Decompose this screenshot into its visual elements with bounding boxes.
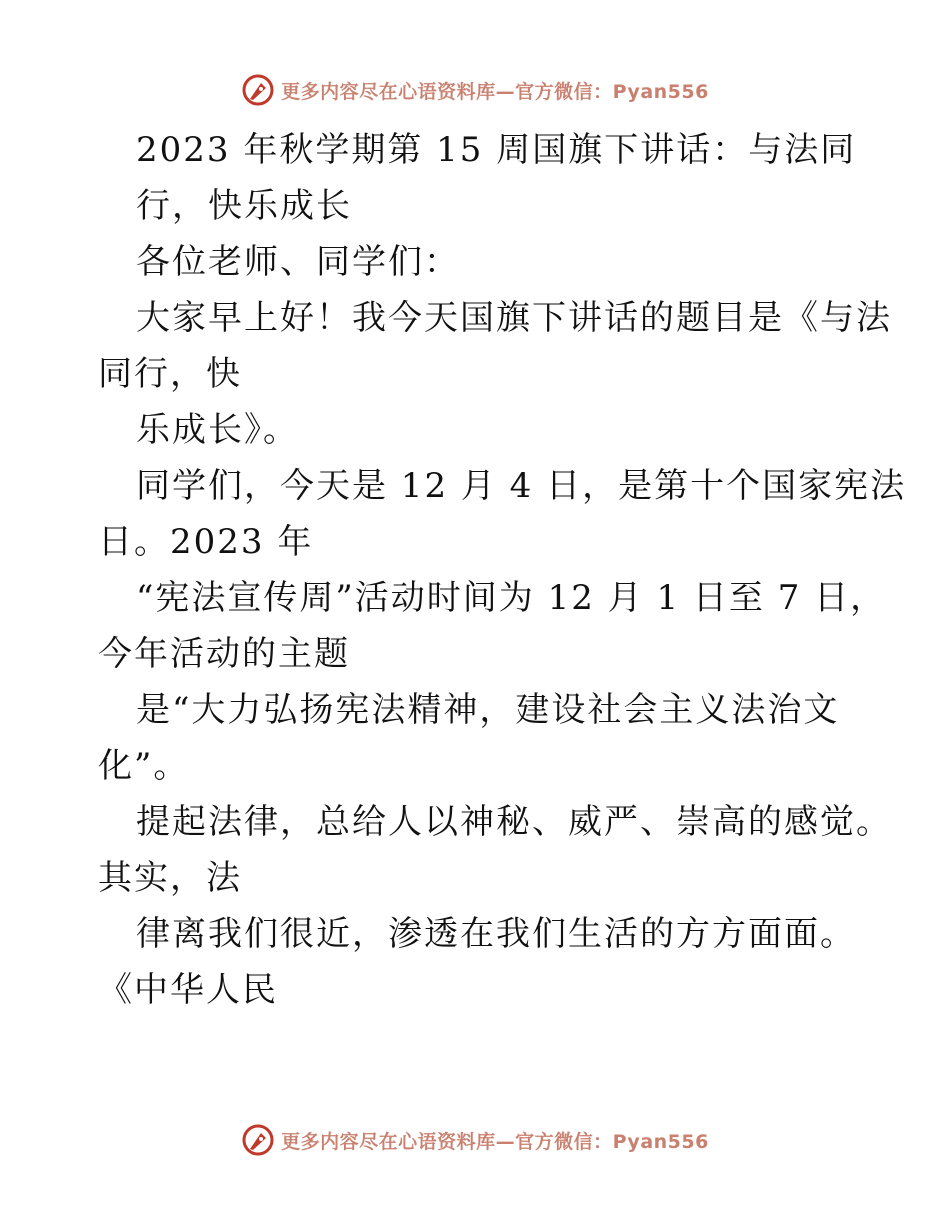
paragraph-line: 同行，快 [98, 354, 242, 394]
paragraph-line: 化”。 [98, 746, 190, 786]
paragraph-line: 《中华人民 [98, 970, 278, 1010]
paragraph-line: 提起法律，总给人以神秘、威严、崇高的感觉。 [136, 802, 892, 842]
title-line-2: 行，快乐成长 [136, 186, 352, 226]
paragraph-line: 是“大力弘扬宪法精神，建设社会主义法治文 [136, 690, 840, 730]
document-body [98, 122, 907, 1018]
paragraph-line: 大家早上好！我今天国旗下讲话的题目是《与法 [136, 298, 892, 338]
watermark-text: 更多内容尽在心语资料库—官方微信：Pyan556 [281, 1130, 709, 1153]
paragraph-line: 律离我们很近，渗透在我们生活的方方面面。 [136, 914, 856, 954]
paragraph-line: 同学们，今天是 12 月 4 日，是第十个国家宪法 [136, 466, 907, 506]
paragraph-line: “宪法宣传周”活动时间为 12 月 1 日至 7 日， [136, 578, 887, 618]
paragraph-line: 其实，法 [98, 858, 242, 898]
title-line-1: 2023 年秋学期第 15 周国旗下讲话：与法同 [136, 130, 857, 170]
paragraph-line: 今年活动的主题 [98, 634, 350, 674]
footer-watermark [0, 1120, 950, 1160]
pen-nib-circle-icon [241, 1123, 275, 1157]
pen-nib-circle-icon [241, 73, 275, 107]
paragraph-line: 日。2023 年 [98, 522, 314, 562]
watermark-text: 更多内容尽在心语资料库—官方微信：Pyan556 [281, 80, 709, 103]
greeting-line: 各位老师、同学们： [136, 242, 460, 282]
paragraph-line: 乐成长》。 [136, 410, 299, 450]
header-watermark [0, 70, 950, 110]
